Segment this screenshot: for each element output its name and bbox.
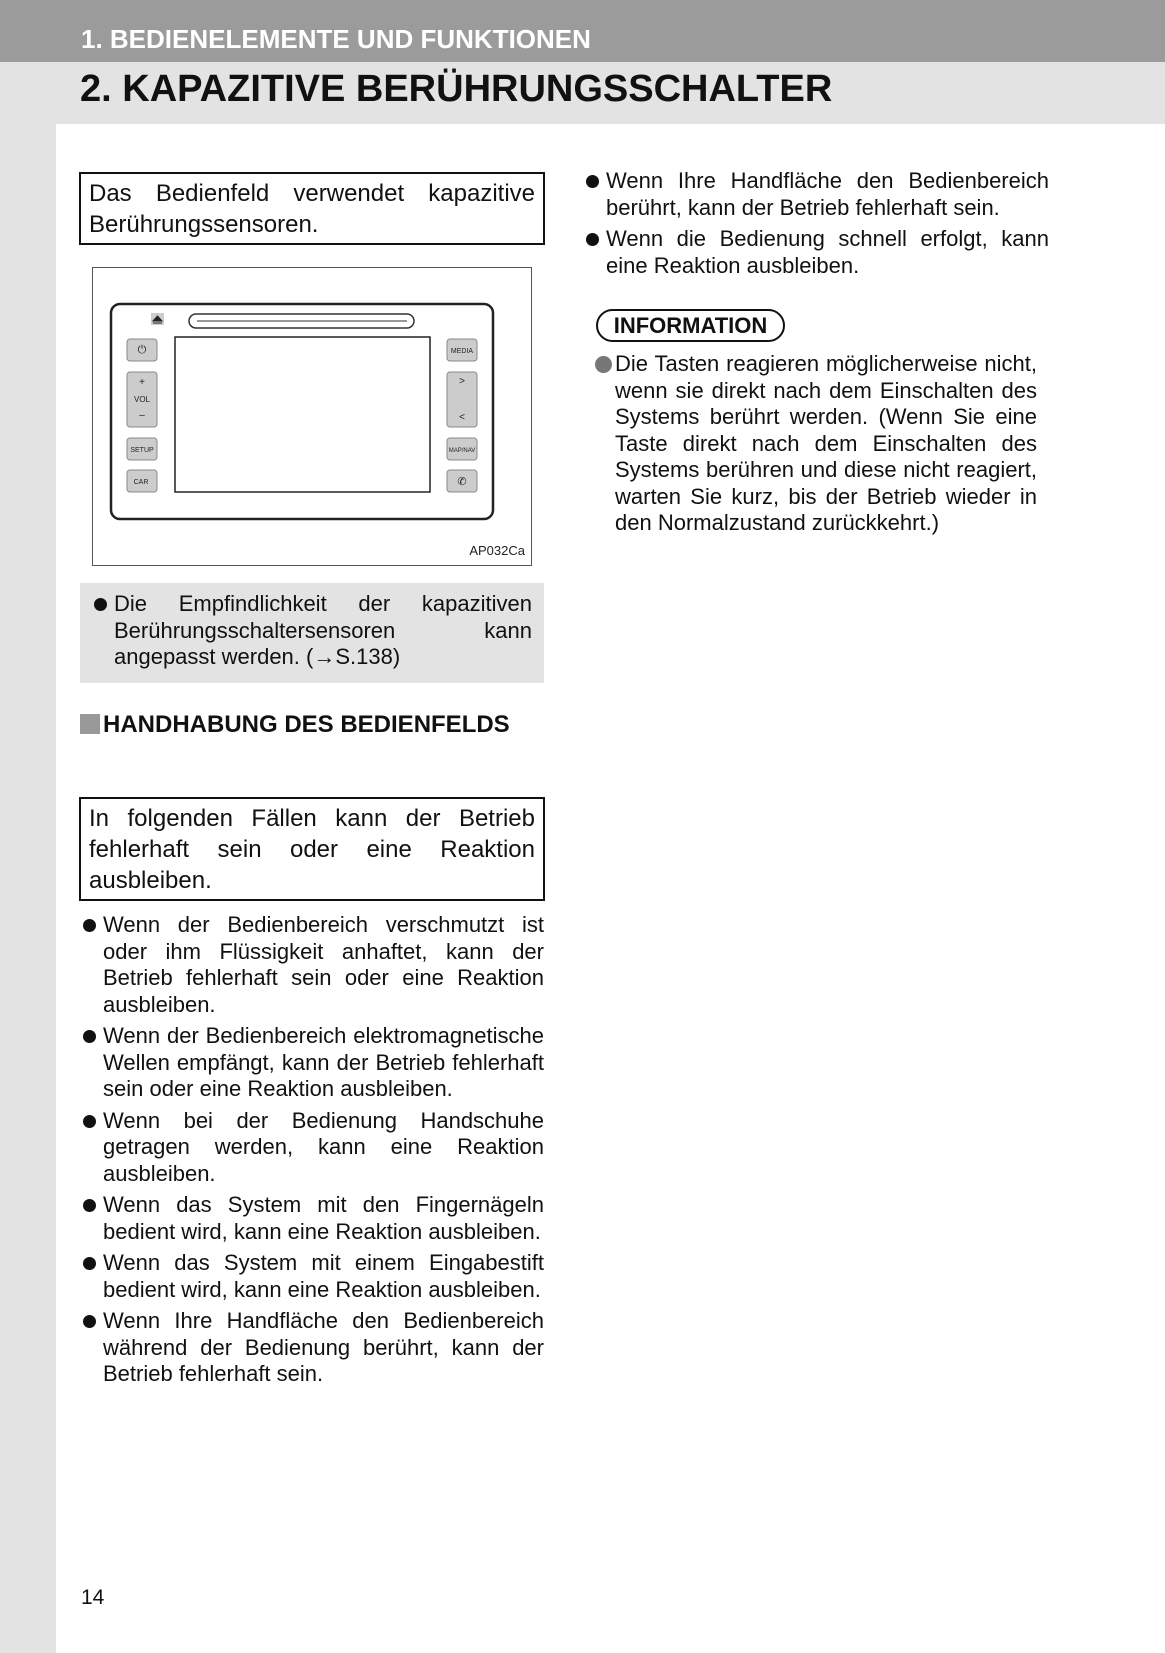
chapter-title: 1. BEDIENELEMENTE UND FUNKTIONEN	[81, 24, 591, 54]
note-text: Die Empfindlichkeit der kapazitiven Berührungsschaltersensoren kann angepasst werden. (→S.138)	[114, 591, 532, 669]
next-label: >	[459, 376, 465, 387]
vol-minus-label: –	[139, 410, 145, 421]
intro-box: Das Bedienfeld verwendet kapazitive Berührungssensoren.	[79, 172, 545, 245]
power-icon: ⏻	[137, 344, 147, 356]
section-band	[0, 62, 1165, 124]
note-item	[92, 591, 532, 671]
side-strip	[0, 0, 56, 1653]
prev-label: <	[459, 412, 465, 423]
list-item-text: Wenn das System mit einem Eingabestift bedient wird, kann eine Reaktion ausbleiben.	[103, 1250, 544, 1302]
display-screen	[175, 337, 430, 492]
list-item-text: Wenn Ihre Handfläche den Bedienbereich während der Bedienung berührt, kann der Betrieb fehlerhaft sein.	[103, 1308, 544, 1386]
left-bullet-list	[81, 912, 544, 1393]
information-text: Die Tasten reagieren möglicherweise nicht, wenn sie direkt nach dem Einschalten des Systems berührt werden. (Wenn Sie eine Taste direkt nach dem Einschalten des Systems berühren und diese nicht reagiert, warten Sie kurz, bis der Betrieb wieder in den Normalzustand zurückkehrt.)	[615, 351, 1037, 535]
information-list	[595, 351, 1037, 542]
list-item-text: Wenn der Bedienbereich verschmutzt ist oder ihm Flüssigkeit anhaftet, kann der Betrieb fehlerhaft sein oder eine Reaktion ausbleiben.	[103, 912, 544, 1017]
page-number: 14	[81, 1586, 105, 1609]
warning-box: In folgenden Fällen kann der Betrieb fehlerhaft sein oder eine Reaktion ausbleiben.	[79, 797, 545, 901]
bullet-icon	[83, 1315, 96, 1328]
bullet-icon	[83, 1257, 96, 1270]
list-item	[81, 912, 544, 1018]
note-box	[80, 583, 544, 683]
chapter-header	[0, 0, 1165, 62]
bullet-icon	[83, 1030, 96, 1043]
bullet-icon	[83, 1115, 96, 1128]
list-item-text: Wenn Ihre Handfläche den Bedienbereich berührt, kann der Betrieb fehlerhaft sein.	[606, 168, 1049, 220]
bullet-icon	[83, 1199, 96, 1212]
bullet-icon	[586, 233, 599, 246]
vol-plus-label: +	[139, 377, 145, 388]
list-item	[81, 1023, 544, 1103]
bullet-icon	[586, 175, 599, 188]
bullet-icon	[94, 598, 107, 611]
setup-label: SETUP	[130, 447, 154, 454]
list-item-text: Wenn die Bedienung schnell erfolgt, kann eine Reaktion ausbleiben.	[606, 226, 1049, 278]
list-item-text: Wenn das System mit den Fingernägeln bedient wird, kann eine Reaktion ausbleiben.	[103, 1192, 544, 1244]
list-item	[584, 168, 1049, 221]
media-label: MEDIA	[450, 348, 474, 355]
list-item	[81, 1108, 544, 1188]
right-bullet-list	[584, 168, 1049, 284]
section-heading	[80, 709, 544, 740]
car-label: CAR	[133, 479, 149, 486]
page-title: 2. KAPAZITIVE BERÜHRUNGSSCHALTER	[80, 68, 833, 110]
figure-id: AP032Ca	[469, 543, 525, 558]
list-item	[81, 1250, 544, 1303]
list-item	[81, 1308, 544, 1388]
list-item-text: Wenn bei der Bedienung Handschuhe getragen werden, kann eine Reaktion ausbleiben.	[103, 1107, 544, 1186]
bullet-icon	[595, 356, 612, 373]
section-heading-text: HANDHABUNG DES BEDIENFELDS	[103, 711, 510, 738]
bullet-icon	[83, 919, 96, 932]
vol-label: VOL	[133, 395, 151, 404]
mapnav-label: MAP/NAV	[448, 448, 476, 454]
list-item	[584, 226, 1049, 279]
list-item-text: Wenn der Bedienbereich elektromagnetische Wellen empfängt, kann der Betrieb fehlerhaft sein oder eine Reaktion ausbleiben.	[103, 1023, 544, 1101]
list-item	[81, 1192, 544, 1245]
information-item	[595, 351, 1037, 537]
phone-icon: ✆	[457, 476, 467, 488]
control-panel-figure	[92, 267, 532, 566]
information-label: INFORMATION	[596, 309, 785, 342]
square-icon	[80, 714, 100, 734]
